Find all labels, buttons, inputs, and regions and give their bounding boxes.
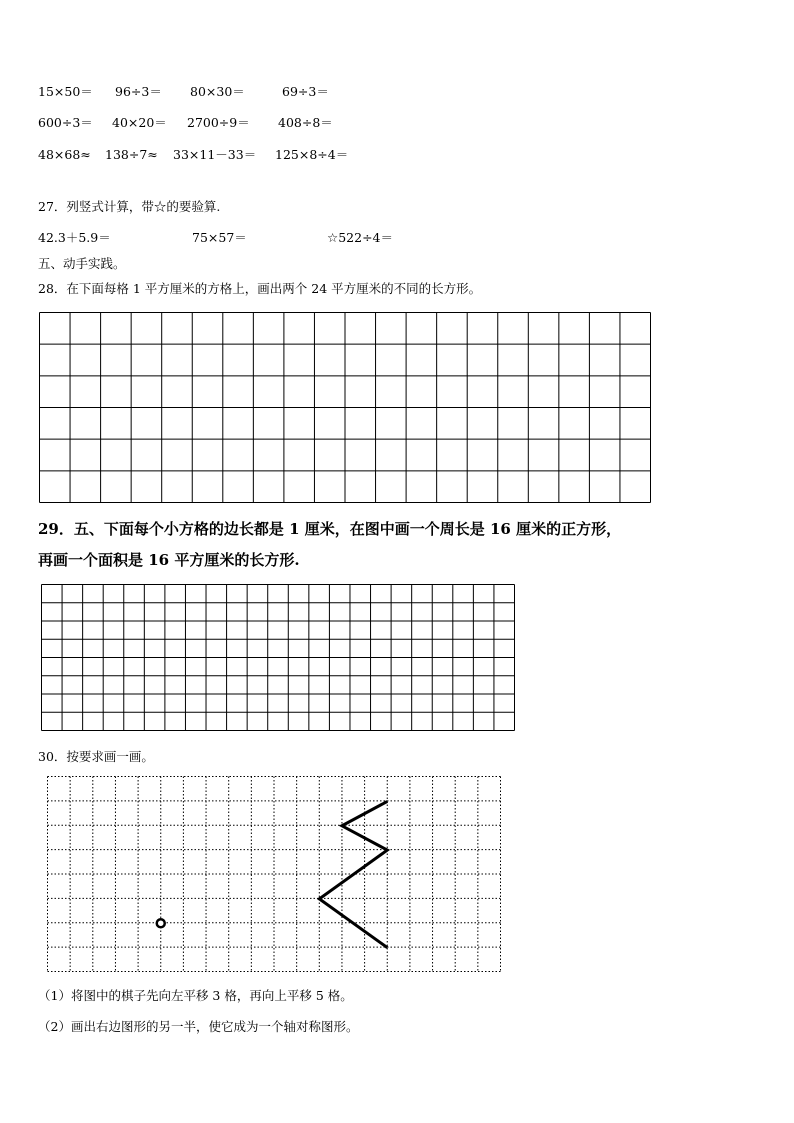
q30-zigzag-figure: [319, 801, 387, 947]
arith-1-4: 69÷3＝: [282, 84, 329, 99]
arith-1-3: 80×30＝: [190, 84, 245, 99]
section-heading: 五、动手实践。: [38, 256, 126, 271]
q30-prompt: 30．按要求画一画。: [38, 749, 154, 764]
q30-chess-piece: [157, 919, 165, 927]
q27-item-3: ☆522÷4＝: [327, 230, 393, 245]
q27-item-1: 42.3＋5.9＝: [38, 230, 111, 245]
arith-2-3: 2700÷9＝: [187, 115, 250, 130]
arith-2-4: 408÷8＝: [278, 115, 333, 130]
q28-prompt: 28．在下面每格 1 平方厘米的方格上，画出两个 24 平方厘米的不同的长方形。: [38, 281, 482, 296]
q30-sub2: （2）画出右边图形的另一半，使它成为一个轴对称图形。: [38, 1019, 359, 1034]
q30-sub1: （1）将图中的棋子先向左平移 3 格，再向上平移 5 格。: [38, 988, 353, 1003]
q27-prompt: 27．列竖式计算，带☆的要验算.: [38, 199, 221, 214]
arith-2-1: 600÷3＝: [38, 115, 93, 130]
arith-3-3: 33×11－33＝: [173, 147, 257, 162]
q27-item-2: 75×57＝: [192, 230, 247, 245]
arith-1-1: 15×50＝: [38, 84, 93, 99]
q29-prompt-line2: 再画一个面积是 16 平方厘米的长方形.: [38, 551, 300, 569]
arith-1-2: 96÷3＝: [115, 84, 162, 99]
arith-3-1: 48×68≈: [38, 147, 91, 162]
arith-3-2: 138÷7≈: [105, 147, 158, 162]
q29-prompt-line1: 29．五、下面每个小方格的边长都是 1 厘米，在图中画一个周长是 16 厘米的正方形，: [38, 520, 622, 538]
arith-3-4: 125×8÷4＝: [275, 147, 349, 162]
arith-2-2: 40×20＝: [112, 115, 167, 130]
